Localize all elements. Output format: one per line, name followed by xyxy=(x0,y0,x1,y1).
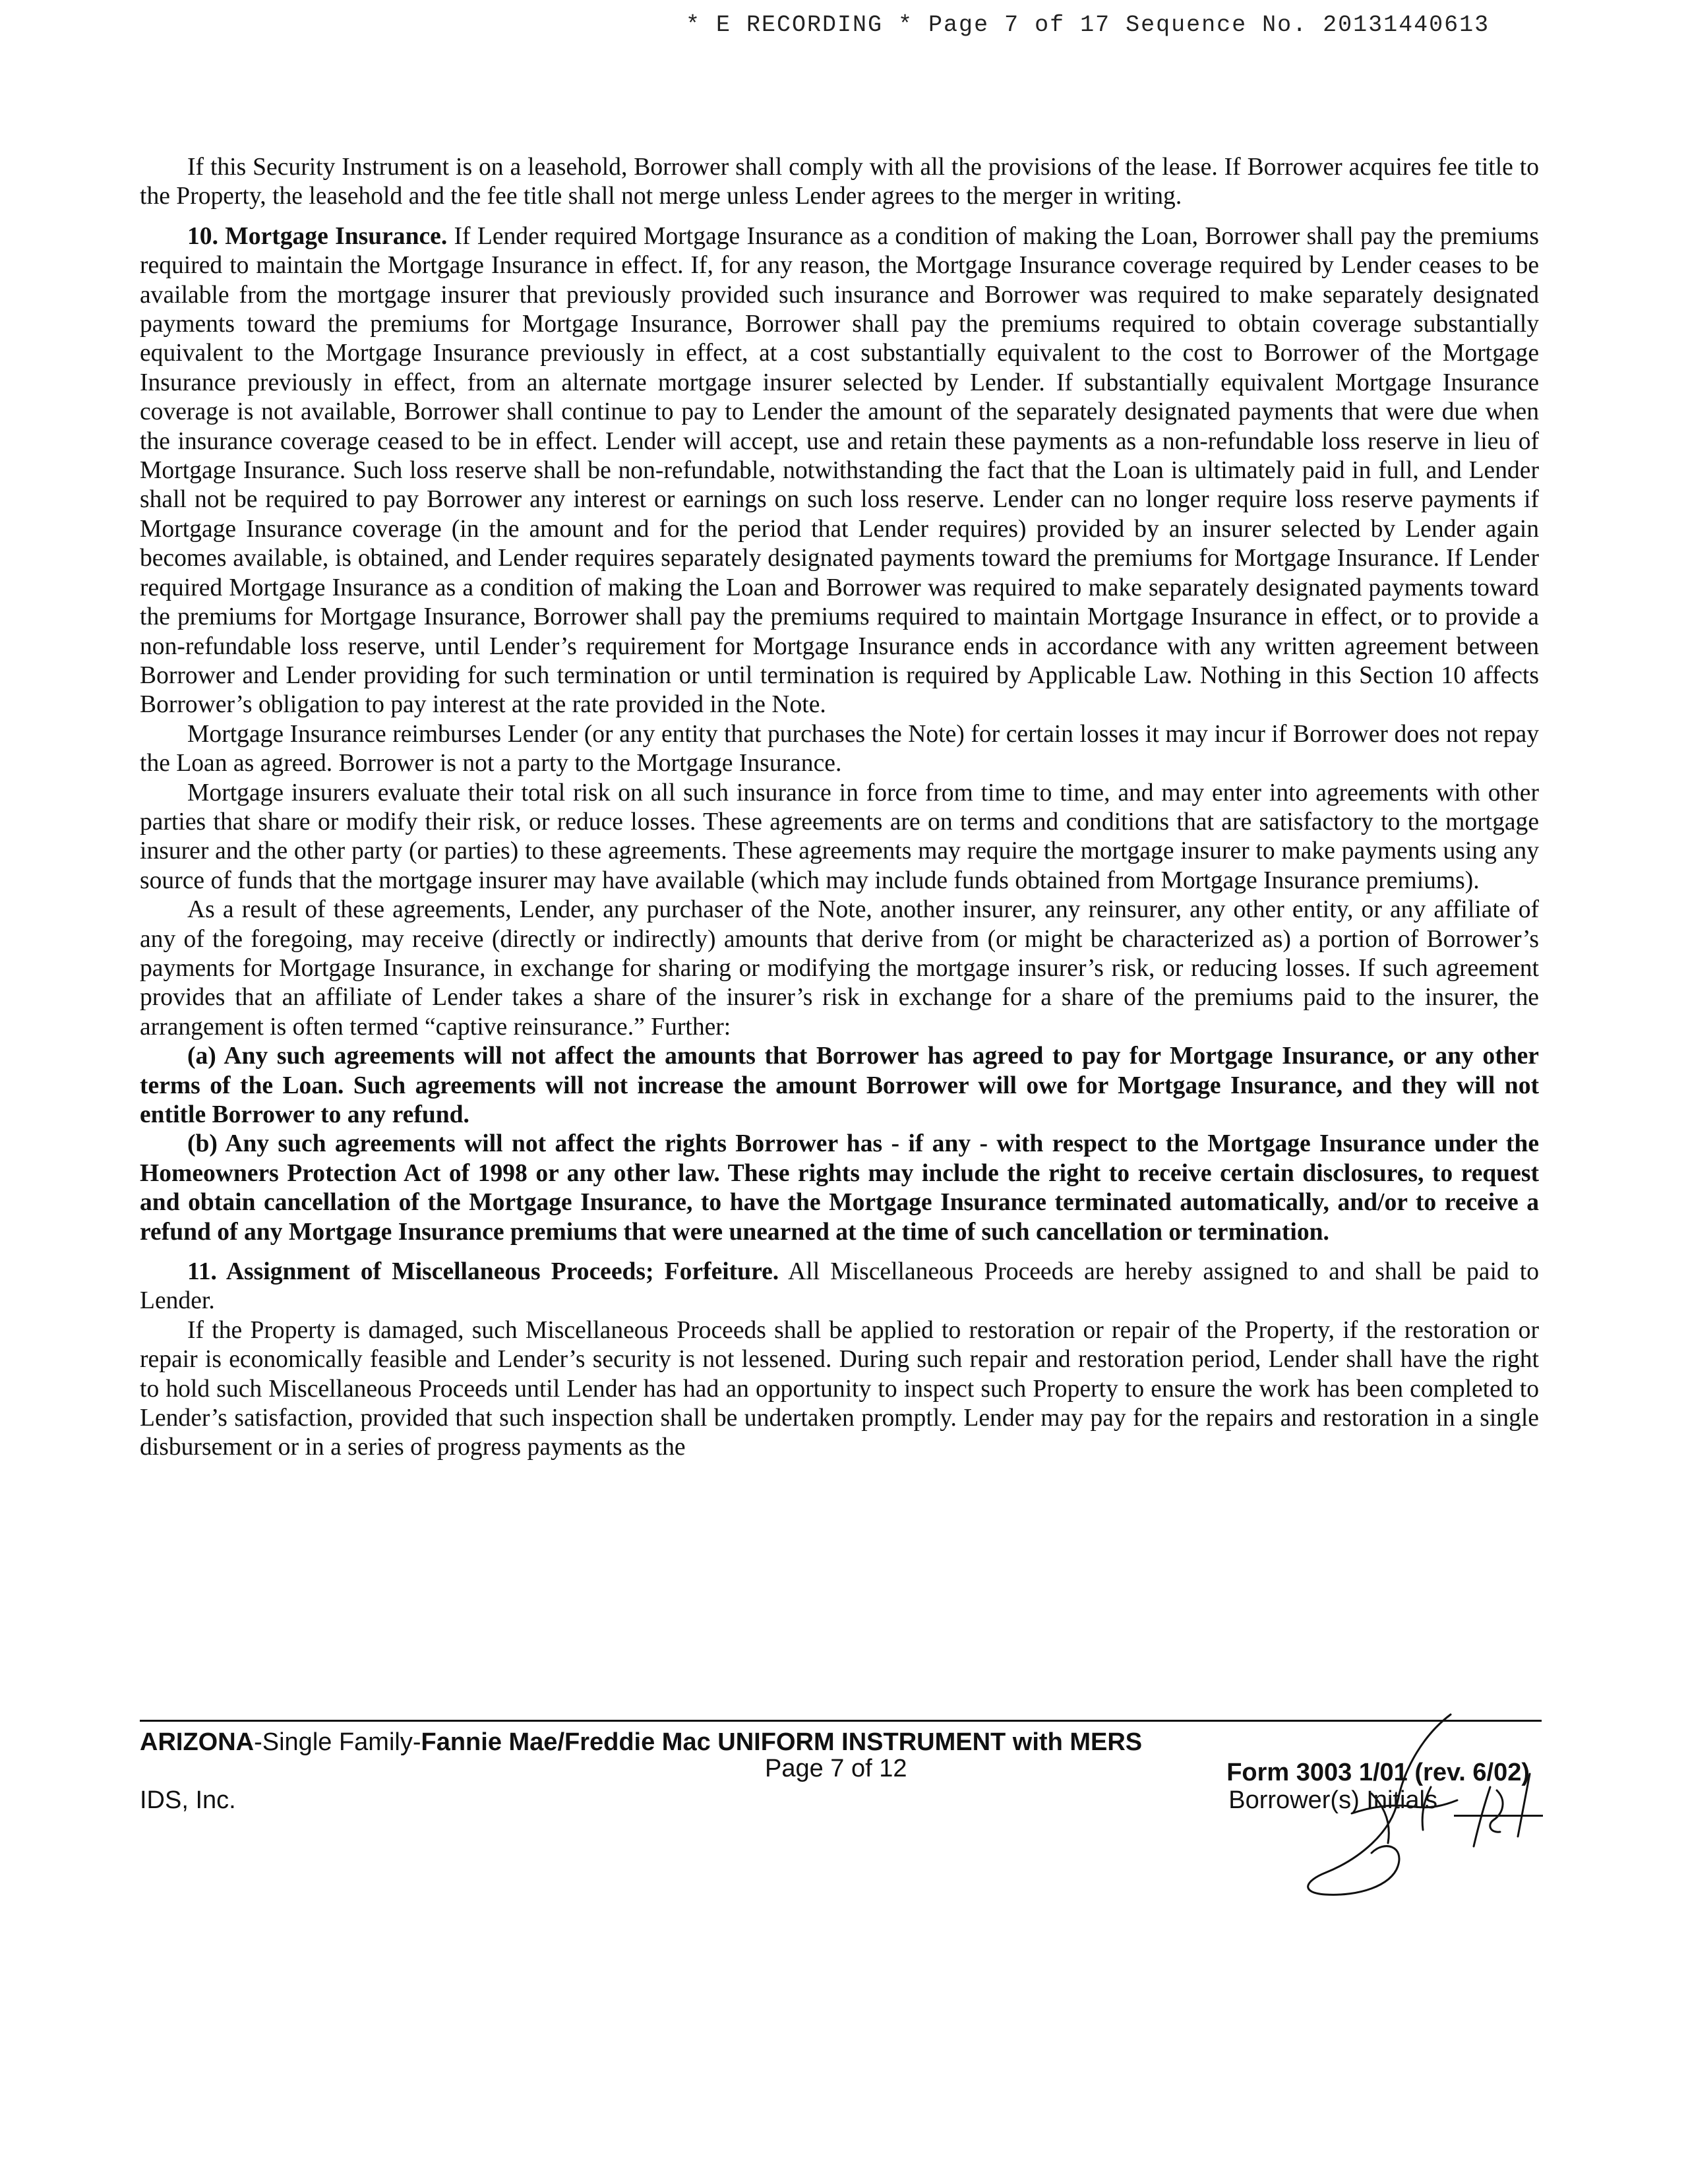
footer-instrument: Fannie Mae/Freddie Mac UNIFORM INSTRUMENT with MERS xyxy=(421,1728,1143,1756)
paragraph-reimburse: Mortgage Insurance reimburses Lender (or any entity that purchases the Note) for certain losses it may incur if Borrower does not repay the Loan as agreed. Borrower is not a party to the Mortgage Insurance. xyxy=(140,720,1539,777)
paragraph-leasehold: If this Security Instrument is on a leasehold, Borrower shall comply with all the provisions of the lease. If Borrower acquires fee title to the Property, the leasehold and the fee title shall not merge unless Lender agrees to the merger in writing. xyxy=(140,154,1539,210)
paragraph-insurers: Mortgage insurers evaluate their total risk on all such insurance in force from time to time, and may enter into agreements with other parties that share or modify their risk, or reduce losses. These agreements are on terms and conditions that are satisfactory to the mortgage insurer and the other party (or parties) to these agreements. These agreements may require the mortgage insurer to make payments using any source of funds that the mortgage insurer may have available (which may include funds obtained from Mortgage Insurance premiums). xyxy=(140,779,1539,894)
paragraph-b: (b) Any such agreements will not affect the rights Borrower has - if any - with respect to the Mortgage Insurance under the Homeowners Protection Act of 1998 or any other law. These rights may include the right to receive certain disclosures, to request and obtain cancellation of the Mortgage Insurance, to have the Mortgage Insurance terminated automatically, and/or to receive a refund of any Mortgage Insurance premiums that were unearned at the time of such cancellation or termination. xyxy=(140,1130,1539,1246)
recording-header: * E RECORDING * Page 7 of 17 Sequence No. 20131440613 xyxy=(686,12,1490,38)
section-11-heading: 11. Assignment of Miscellaneous Proceeds; Forfeiture. xyxy=(187,1258,779,1286)
footer-initials-label: Borrower(s) Initials xyxy=(1228,1786,1437,1814)
section-10-text: If Lender required Mortgage Insurance as a condition of making the Loan, Borrower shall pay the premiums required to maintain the Mortgage Insurance in effect. If, for any reason, the Mortgage Insurance coverage required by Lender ceases to be available from the mortgage insurer that previously provided such insurance and Borrower was required to make separately designated payments toward the premiums for Mortgage Insurance, Borrower shall pay the premiums required to obtain coverage substantially equivalent to the Mortgage Insurance previously in effect, at a cost substantially equivalent to the cost to Borrower of the Mortgage Insurance previously in effect, from an alternate mortgage insurer selected by Lender. If substantially equivalent Mortgage Insurance coverage is not available, Borrower shall continue to pay to Lender the amount of the separately designated payments that were due when the insurance coverage ceased to be in effect. Lender will accept, use and retain these payments as a non-refundable loss reserve in lieu of Mortgage Insurance. Such loss reserve shall be non-refundable, notwithstanding the fact that the Loan is ultimately paid in full, and Lender shall not be required to pay Borrower any interest or earnings on such loss reserve. Lender can no longer require loss reserve payments if Mortgage Insurance coverage (in the amount and for the period that Lender requires) provided by an insurer selected by Lender again becomes available, is obtained, and Lender requires separately designated payments toward the premiums for Mortgage Insurance. If Lender required Mortgage Insurance as a condition of making the Loan and Borrower was required to make separately designated payments toward the premiums for Mortgage Insurance, Borrower shall pay the premiums required to maintain Mortgage Insurance in effect, or to provide a non-refundable loss reserve, until Lender’s requirement for Mortgage Insurance ends in accordance with any written agreement between Borrower and Lender providing for such termination or until termination is required by Applicable Law. Nothing in this Section 10 affects Borrower’s obligation to pay interest at the rate provided in the Note. xyxy=(140,222,1539,719)
section-10-paragraph xyxy=(140,222,1539,720)
document-body xyxy=(140,153,1539,1463)
footer-form-title xyxy=(140,1728,1142,1757)
footer-state: ARIZONA xyxy=(140,1728,255,1756)
paragraph-agreements-result: As a result of these agreements, Lender, any purchaser of the Note, another insurer, any reinsurer, any other entity, or any affiliate of any of the foregoing, may receive (directly or indirectly) amounts that derive from (or might be characterized as) a portion of Borrower’s payments for Mortgage Insurance, in exchange for sharing or modifying the mortgage insurer’s risk, or reducing losses. If such agreement provides that an affiliate of Lender takes a share of the insurer’s risk in exchange for a share of the premiums paid to the insurer, the arrangement is often termed “captive reinsurance.” Further: xyxy=(140,896,1539,1041)
footer-family: -Single Family- xyxy=(254,1728,421,1756)
section-10-heading: 10. Mortgage Insurance. xyxy=(187,222,448,250)
footer-page-number: Page 7 of 12 xyxy=(765,1755,907,1782)
handwritten-initials-signature xyxy=(1273,1708,1550,1906)
section-11-text: All Miscellaneous Proceeds are hereby assigned to and shall be paid to Lender. xyxy=(140,1258,1539,1315)
footer-company: IDS, Inc. xyxy=(140,1786,236,1814)
paragraph-a: (a) Any such agreements will not affect the amounts that Borrower has agreed to pay for Mortgage Insurance, or any other terms of the Loan. Such agreements will not increase the amount Borrower will owe for Mortgage Insurance, and they will not entitle Borrower to any refund. xyxy=(140,1043,1539,1128)
paragraph-damaged: If the Property is damaged, such Miscellaneous Proceeds shall be applied to restoration or repair of the Property, if the restoration or repair is economically feasible and Lender’s security is not lessened. During such repair and restoration period, Lender shall have the right to hold such Miscellaneous Proceeds until Lender has had an opportunity to inspect such Property to ensure the work has been completed to Lender’s satisfaction, provided that such inspection shall be undertaken promptly. Lender may pay for the repairs and restoration in a single disbursement or in a series of progress payments as the xyxy=(140,1316,1539,1461)
footer-form-number: Form 3003 1/01 (rev. 6/02) xyxy=(1226,1759,1530,1786)
section-11-paragraph xyxy=(140,1258,1539,1316)
